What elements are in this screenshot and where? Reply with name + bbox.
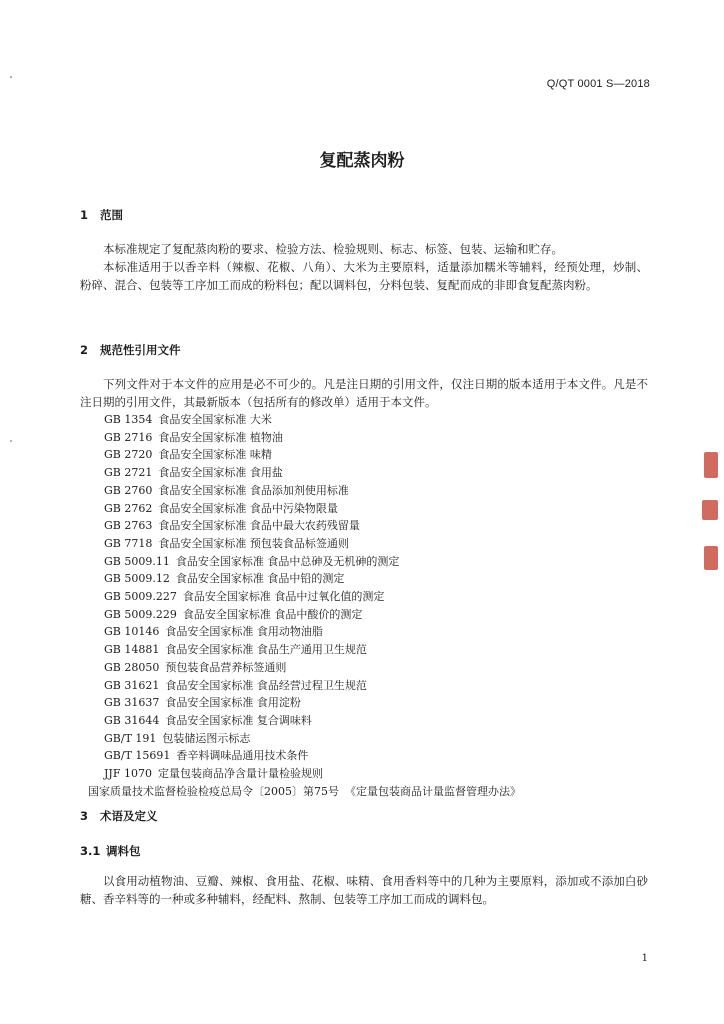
reference-item: GB 5009.229 食品安全国家标准 食品中酸价的测定 bbox=[104, 607, 363, 621]
subsection-3-1-title: 调料包 bbox=[106, 844, 141, 858]
section-1-number: 1 bbox=[80, 208, 89, 222]
reference-item: GB/T 191 包装储运图示标志 bbox=[104, 731, 251, 745]
reference-item: GB 31621 食品安全国家标准 食品经营过程卫生规范 bbox=[104, 678, 367, 692]
scope-body bbox=[80, 240, 648, 294]
scope-paragraph: 本标准规定了复配蒸肉粉的要求、检验方法、检验规则、标志、标签、包装、运输和贮存。 bbox=[103, 242, 563, 256]
reference-item: GB 14881 食品安全国家标准 食品生产通用卫生规范 bbox=[104, 643, 367, 657]
reference-item: GB 10146 食品安全国家标准 食用动物油脂 bbox=[104, 625, 323, 639]
reference-item: GB 2720 食品安全国家标准 味精 bbox=[104, 448, 272, 462]
section-2-heading bbox=[80, 342, 181, 358]
section-3-heading bbox=[80, 808, 158, 824]
scan-speck bbox=[10, 76, 12, 78]
section-2-title: 规范性引用文件 bbox=[100, 343, 181, 357]
reference-item: GB 28050 预包装食品营养标签通则 bbox=[104, 660, 287, 674]
scope-paragraph: 本标准适用于以香辛料（辣椒、花椒、八角）、大米为主要原料，适量添加糯米等辅料，经预处理，炒制、粉碎、混合、包装等工序加工而成的粉料包；配以调料包，分料包装、复配而成的非即食复配蒸肉粉。 bbox=[80, 260, 648, 292]
scan-speck bbox=[10, 440, 12, 442]
subsection-3-1-number: 3.1 bbox=[80, 844, 101, 858]
reference-item: 国家质量技术监督检验检疫总局令〔2005〕第75号 《定量包装商品计量监督管理办法》 bbox=[88, 784, 521, 798]
section-3-number: 3 bbox=[80, 809, 89, 823]
section-3-title: 术语及定义 bbox=[100, 809, 158, 823]
reference-item: GB 2716 食品安全国家标准 植物油 bbox=[104, 430, 283, 444]
reference-item: GB 2762 食品安全国家标准 食品中污染物限量 bbox=[104, 501, 338, 515]
section-1-title: 范围 bbox=[100, 208, 123, 222]
reference-item: GB 31637 食品安全国家标准 食用淀粉 bbox=[104, 696, 301, 710]
reference-item: GB 5009.11 食品安全国家标准 食品中总砷及无机砷的测定 bbox=[104, 554, 400, 568]
seal-stamp-fragment bbox=[702, 450, 720, 580]
reference-item: GB 31644 食品安全国家标准 复合调味料 bbox=[104, 713, 312, 727]
reference-item: GB 7718 食品安全国家标准 预包装食品标签通则 bbox=[104, 536, 349, 550]
reference-item: JJF 1070 定量包装商品净含量计量检验规则 bbox=[104, 767, 323, 781]
section-1-heading bbox=[80, 207, 123, 223]
references-intro bbox=[80, 375, 648, 411]
reference-item: GB/T 15691 香辛料调味品通用技术条件 bbox=[104, 749, 309, 763]
standard-code: Q/QT 0001 S—2018 bbox=[546, 78, 650, 90]
section-2-number: 2 bbox=[80, 343, 89, 357]
term-definition bbox=[80, 872, 648, 908]
page-number: 1 bbox=[641, 953, 648, 964]
reference-item: GB 1354 食品安全国家标准 大米 bbox=[104, 413, 272, 426]
term-definition-text: 以食用动植物油、豆瓣、辣椒、食用盐、花椒、味精、食用香料等中的几种为主要原料，添加或不添加白砂糖、香辛料等的一种或多种辅料，经配料、熬制、包装等工序加工而成的调料包。 bbox=[80, 874, 648, 906]
subsection-3-1-heading bbox=[80, 843, 141, 859]
reference-item: GB 2763 食品安全国家标准 食品中最大农药残留量 bbox=[104, 519, 360, 533]
references-intro-text: 下列文件对于本文件的应用是必不可少的。凡是注日期的引用文件，仅注日期的版本适用于本文件。凡是不注日期的引用文件，其最新版本（包括所有的修改单）适用于本文件。 bbox=[80, 377, 648, 409]
reference-item: GB 5009.12 食品安全国家标准 食品中铅的测定 bbox=[104, 572, 345, 586]
reference-item: GB 2760 食品安全国家标准 食品添加剂使用标准 bbox=[104, 483, 349, 497]
reference-list bbox=[88, 411, 521, 800]
reference-item: GB 5009.227 食品安全国家标准 食品中过氧化值的测定 bbox=[104, 590, 385, 604]
reference-item: GB 2721 食品安全国家标准 食用盐 bbox=[104, 466, 283, 480]
document-title: 复配蒸肉粉 bbox=[319, 151, 405, 171]
